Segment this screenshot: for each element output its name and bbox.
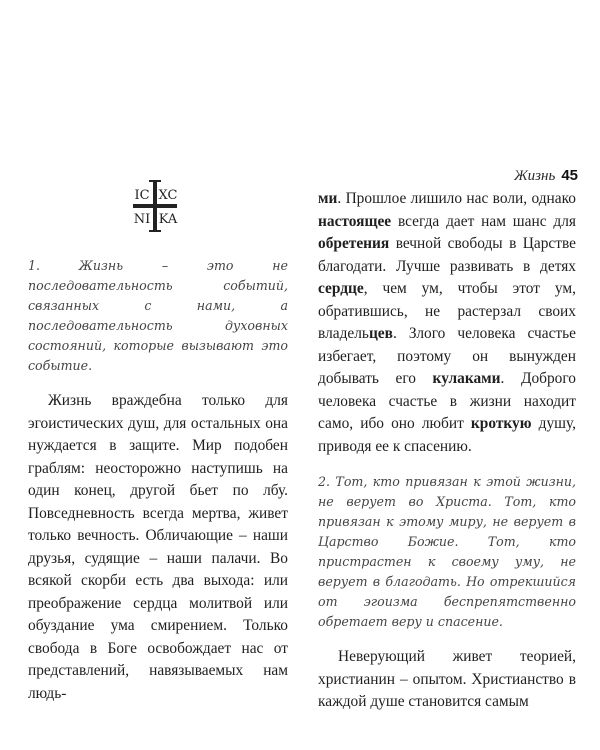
bold-word: кроткую: [470, 415, 532, 432]
bold-word: ми: [318, 190, 338, 207]
paragraph-1: Жизнь враждебна только для эгоистических душ, для остальных она нуждается в защите. Мир подобен граблям: неосторожно наступишь на один конец, другой бьет по лбу. Повседневность всегда мертва, живет только вечность. Обличающие – наши друзья, судящие – наши палачи. Во всякой скорби есть два выхода: или преображение сердца молитвой или обуздание ума смирением. Только свобода в Боге освобождает нас от представлений, навязываемых нам людь-: [28, 392, 288, 702]
bold-word: обретения: [318, 235, 390, 252]
text-segment: . Злого человека счастье избегает, поэтому он вынужден добывать его: [318, 325, 576, 387]
paragraph-2: Неверующий живет теорией, христианин – опытом. Христианство в каждой душе становится самым: [318, 648, 576, 710]
text-segment: . Прошлое лишило нас воли, однако: [337, 190, 576, 207]
bold-word: сердце: [318, 280, 364, 297]
ic-xc-ni-ka-cross-icon: [130, 178, 180, 234]
text-segment: всегда дает нам шанс для: [391, 212, 576, 230]
right-column: [318, 188, 576, 714]
text-segment: , чем ум, чтобы этот ум, обратившись, не растерзал своих владель: [318, 280, 576, 342]
note-1: 1. Жизнь – это не последовательность событий, связанных с нами, а последовательность духовных состояний, которые вызывают это событие.: [28, 258, 288, 373]
text-segment: . Доброго человека счастье в жизни находит само, ибо оно любит: [318, 370, 576, 432]
running-header: [514, 167, 578, 185]
text-segment: душу, приводя ее к спасению.: [318, 415, 576, 455]
running-header-title: Жизнь: [513, 168, 556, 184]
left-column: [28, 256, 288, 705]
note-2: 2. Тот, кто привязан к этой жизни, не верует во Христа. Тот, кто привязан к этому миру, не верует в Царство Божие. Тот, кто пристрастен к своему уму, не верует в благодать. Но отрекшийся от эгоизма беспрепятственно обретает веру и спасение.: [318, 474, 576, 629]
emblem-ic: IC: [134, 188, 150, 203]
text-segment: вечной свободы в Царстве благодати. Лучше развивать в детях: [318, 235, 576, 275]
bold-word: кулаками: [432, 370, 501, 387]
paragraph-continuation: [318, 188, 576, 458]
emblem-xc: XC: [158, 188, 178, 203]
emblem-ka: KA: [158, 212, 178, 227]
page-number: 45: [561, 167, 578, 184]
bold-word: цев: [368, 325, 393, 342]
bold-word: настоящее: [318, 212, 392, 230]
emblem-ni: NI: [133, 212, 151, 227]
